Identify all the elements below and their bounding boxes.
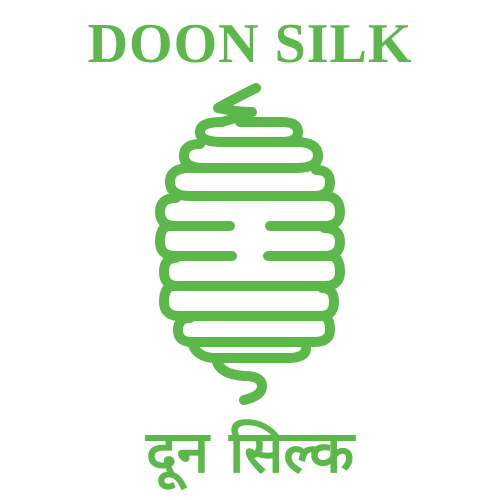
top-thread: [218, 88, 256, 122]
brand-name-hindi: दून सिल्क: [145, 418, 355, 486]
brand-name: DOON SILK: [87, 13, 413, 75]
bottom-thread: [216, 358, 262, 400]
